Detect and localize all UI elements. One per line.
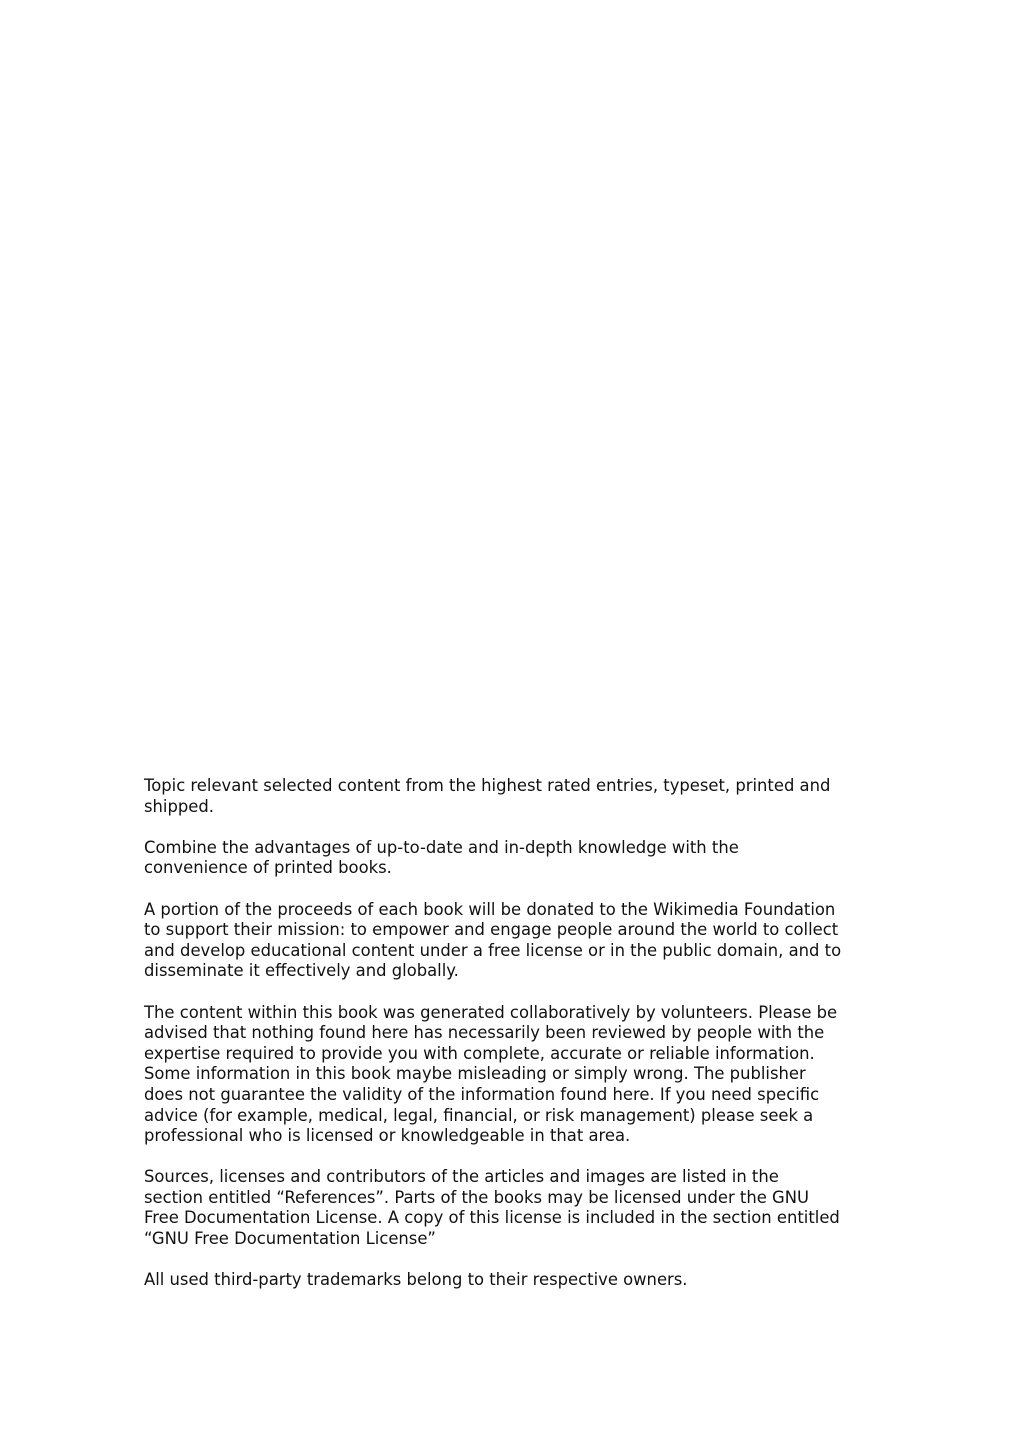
text-line: Topic relevant selected content from the highest rated entries, typeset, printed and [144, 776, 831, 795]
text-line: advised that nothing found here has necessarily been reviewed by people with the [144, 1023, 825, 1043]
text-line: Some information in this book maybe misleading or simply wrong. The publisher [144, 1064, 806, 1084]
text-line: convenience of printed books. [144, 858, 392, 878]
text-line: to support their mission: to empower and engage people around the world to collect [144, 920, 839, 940]
text-line: professional who is licensed or knowledgeable in that area. [144, 1126, 631, 1146]
paragraph-topic-relevant [144, 776, 884, 817]
text-line: Free Documentation License. A copy of this license is included in the section entitled [144, 1208, 840, 1228]
text-line: advice (for example, medical, legal, financial, or risk management) please seek a [144, 1105, 814, 1125]
paragraph-wikimedia-donation [144, 900, 884, 982]
text-line: expertise required to provide you with complete, accurate or reliable information. [144, 1043, 815, 1063]
text-line: A portion of the proceeds of each book will be donated to the Wikimedia Foundation [144, 899, 836, 919]
text-line: section entitled “References”. Parts of the books may be licensed under the GNU [144, 1187, 810, 1207]
text-line: All used third-party trademarks belong to their respective owners. [144, 1270, 688, 1290]
text-line: and develop educational content under a free license or in the public domain, and to [144, 940, 842, 960]
text-line: The content within this book was generated collaboratively by volunteers. Please be [144, 1002, 838, 1022]
text-line: shipped. [144, 796, 214, 816]
text-line: does not guarantee the validity of the information found here. If you need specific [144, 1084, 820, 1104]
text-line: “GNU Free Documentation License” [144, 1229, 436, 1249]
text-line: Sources, licenses and contributors of the articles and images are listed in the [144, 1167, 779, 1187]
imprint-text-block [144, 776, 884, 1311]
text-line: disseminate it effectively and globally. [144, 961, 459, 981]
paragraph-trademarks [144, 1270, 884, 1291]
paragraph-disclaimer [144, 1003, 884, 1147]
paragraph-combine-advantages [144, 838, 884, 879]
text-line: Combine the advantages of up-to-date and in-depth knowledge with the [144, 837, 739, 857]
paragraph-sources-licenses [144, 1167, 884, 1249]
